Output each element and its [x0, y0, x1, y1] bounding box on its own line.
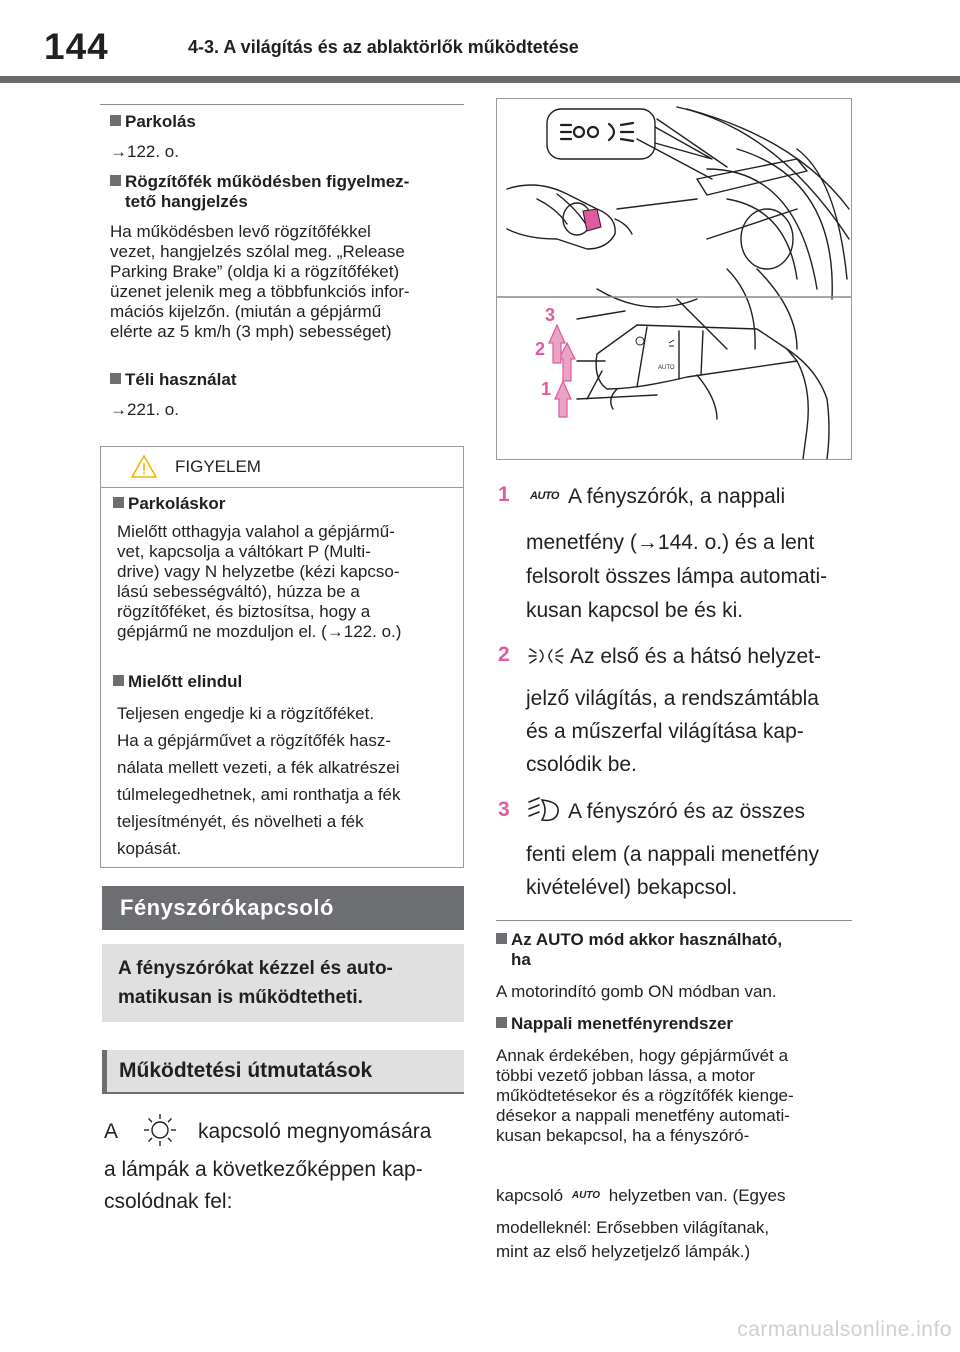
square-bullet-icon — [113, 497, 124, 508]
caution-sec1-heading: Parkoláskor — [113, 494, 225, 514]
caution-header — [101, 447, 463, 488]
square-bullet-icon — [110, 373, 121, 384]
auto-icon: AUTO — [530, 490, 559, 502]
auto-mode-body: A motorindító gomb ON módban van. — [496, 982, 777, 1001]
switch-text-l3: csolódnak fel: — [104, 1190, 233, 1213]
brake-warning-body: Ha működésben levő rögzítőfékkel vezet, hangjelzés szólal meg. „Release Parking Brake” (oldja ki a rögzítőféket) üzenet jelenik meg a többfunkciós infor- mációs kijelzőn. (miután a gépjármű elérte az 5 km/h (3 mph) sebességet) — [110, 222, 410, 341]
light-switch-icon — [142, 1112, 178, 1148]
caution-title: FIGYELEM — [175, 457, 261, 476]
item-3-line-1: A fényszóró és az összes — [568, 800, 805, 823]
parking-heading: Parkolás — [110, 112, 196, 132]
divider — [102, 1092, 464, 1094]
page-number: 144 — [44, 26, 109, 67]
subsection-title-band — [102, 1050, 464, 1092]
item-number: 2 — [498, 643, 510, 666]
item-1-body: menetfény (→144. o.) és a lent felsorolt összes lámpa automati- kusan kapcsol be és ki. — [526, 531, 828, 622]
chapter-title: 4-3. A világítás és az ablaktörlők működtetése — [188, 37, 579, 57]
drl-line-7: modelleknél: Erősebben világítanak, — [496, 1218, 770, 1237]
figure-label-2: 2 — [535, 339, 546, 359]
figure-label-1: 1 — [541, 379, 552, 399]
section-title-band — [102, 886, 464, 930]
drl-line-6: kapcsoló AUTO helyzetben van. (Egyes — [496, 1186, 786, 1205]
drl-line-8: mint az első helyzetjelző lámpák.) — [496, 1242, 751, 1261]
intro-text: A fényszórókat kézzel és auto- matikusan is működtetheti. — [118, 958, 393, 1008]
square-bullet-icon — [496, 933, 507, 944]
warning-triangle-icon — [131, 455, 157, 478]
switch-text-l2: a lámpák a következőképpen kap- — [104, 1158, 423, 1181]
caution-sec1-body: Mielőtt otthagyja valahol a gépjármű- vet, kapcsolja a váltókart P (Multi- drive) vagy N helyzetbe (kézi kapcso- lású sebességváltó), húzza be a rögzítőféket, és biztosítsa, hogy a gépjármű ne mozduljon el. (→122. o.) — [117, 522, 402, 641]
subsection-title: Működtetési útmutatások — [119, 1059, 373, 1082]
caution-sec2-heading: Mielőtt elindul — [113, 672, 242, 692]
square-bullet-icon — [110, 115, 121, 126]
position-lamp-icon — [528, 645, 564, 667]
caution-sec2-body: Teljesen engedje ki a rögzítőféket. Ha a gépjárművet a rögzítőfék hasz- nálata mellett vezeti, a fék alkatrészei túlmelegedhetnek, ami ronthatja a fék teljesítményét, és növelheti a fék kopását. — [117, 704, 401, 858]
watermark: carmanualsonline.info — [737, 1318, 952, 1341]
switch-text-a: A — [104, 1120, 119, 1143]
item-2-line-1: Az első és a hátsó helyzet- — [570, 645, 821, 668]
section-title: Fényszórókapcsoló — [120, 895, 334, 920]
item-1-line-1: A fényszórók, a nappali — [568, 485, 786, 508]
item-number: 3 — [498, 798, 510, 821]
divider — [496, 920, 852, 921]
header-rule — [0, 76, 960, 83]
divider — [100, 104, 464, 105]
intro-band — [102, 944, 464, 1022]
brake-warning-heading: Rögzítőfék működésben figyelmez- tető hangjelzés — [110, 172, 466, 212]
square-bullet-icon — [113, 675, 124, 686]
headlight-switch-figure — [496, 98, 852, 460]
item-2-body: jelző világítás, a rendszámtábla és a műszerfal világítása kap- csolódik be. — [526, 687, 819, 776]
winter-ref: →221. o. — [110, 400, 179, 419]
steering-column-illustration — [497, 99, 851, 459]
square-bullet-icon — [110, 175, 121, 186]
square-bullet-icon — [496, 1017, 507, 1028]
drl-heading: Nappali menetfényrendszer — [496, 1014, 733, 1034]
item-number: 1 — [498, 483, 510, 506]
winter-heading: Téli használat — [110, 370, 236, 390]
caution-box — [100, 446, 464, 868]
headlight-icon — [526, 796, 562, 824]
stalk-auto-label: AUTO — [658, 365, 675, 371]
item-3-body: fenti elem (a nappali menetfény kivételével) bekapcsol. — [526, 843, 820, 899]
auto-mode-heading: Az AUTO mód akkor használható, ha — [496, 930, 852, 970]
switch-text-b: kapcsoló megnyomására — [198, 1120, 432, 1143]
figure-label-3: 3 — [545, 305, 556, 325]
auto-icon: AUTO — [571, 1190, 600, 1201]
parking-ref: →122. o. — [110, 142, 179, 161]
drl-body: Annak érdekében, hogy gépjárművét a többi vezető jobban lássa, a motor működtetésekor és a rögzítőfék kienge- désekor a nappali menetfény automati- kusan bekapcsol, ha a fényszóró- — [496, 1046, 794, 1145]
